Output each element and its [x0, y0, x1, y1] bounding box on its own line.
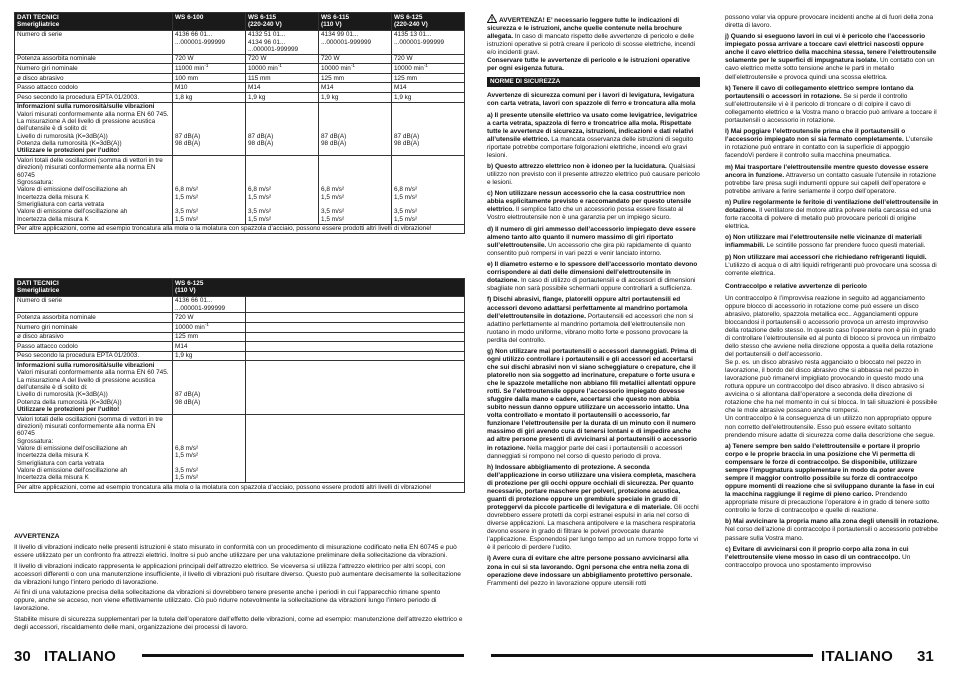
right-page [477, 0, 954, 677]
table-cell: Informazioni sulla rumorosità/sulle vibrazioni Valori misurati conformemente alla norma EN 60 745. La misurazione A del livello di pressione acustica dell’utensile è di solito di: Livello di rumorosità (K=3dB(A)) Potenza della rumorosità (K=3dB(A)) Utilizzare le protezioni per l’udito! [15, 102, 173, 156]
safety-rule: m) Mai trasportare l’elettroutensile mentre questo dovesse essere ancora in funzione. Attraverso un contatto casuale l’utensile in rotazione potrebbe fare presa sugli indumenti oppure sui capelli dell’operatore e potrebbe arrivare a ferire seriamente il corpo dell’operatore. [725, 163, 936, 195]
table-cell: 100 mm [173, 73, 246, 83]
table-cell: M14 [392, 83, 465, 93]
table-cell: 87 dB(A) 98 dB(A) [246, 102, 319, 156]
table-cell: 6,8 m/s² 1,5 m/s² 3,5 m/s² 1,5 m/s² [173, 414, 246, 482]
table-cell: 6,8 m/s² 1,5 m/s² 3,5 m/s² 1,5 m/s² [319, 156, 392, 224]
table-cell: Passo attacco codolo [15, 342, 173, 352]
warning-triangle-icon [487, 14, 497, 23]
avvertenza-paragraph: Ai fini di una valutazione precisa della sollecitazione da vibrazioni si dovrebbero tenere presente anche i periodi in cui l’apparecchio rimane spento oppure, anche se acceso, non viene effettivamente utilizzato. Ciò può ridurre notevolmente la sollecitazione da vibrazioni lungo l’intero periodo di lavorazione. [14, 589, 441, 613]
table-header-cell: WS 6-125 (220-240 V) [392, 13, 465, 31]
table-cell: Numero giri nominale [15, 323, 173, 333]
table-cell: M10 [173, 83, 246, 93]
table-cell: 11000 $\min^{-1}$ [173, 64, 246, 74]
table-row [15, 83, 465, 93]
table-cell [246, 361, 465, 415]
table-cell: 1,9 kg [392, 93, 465, 103]
table-cell: 720 W [392, 54, 465, 64]
language-label: ITALIANO [44, 648, 117, 665]
safety-rule: a) Il presente utensile elettrico va usato come levigatrice, levigatrice a carta vetrata, spazzola di ferro e troncatrice alla mola. Rispettate tutte le avvertenze di sicurezza, istruzioni, indicazioni e dati relativi all’utensile elettrico. La mancata osservanza delle istruzioni di seguito riportate potrebbe comportare folgorazioni elettriche, incendi e/o gravi lesioni. [487, 111, 698, 159]
safety-rule: c) Non utilizzare nessun accessorio che la casa costruttrice non abbia esplicitamente previsto e raccomandato per questo utensile elettrico. Il semplice fatto che un accessorio possa essere fissato al Vostro elettroutensile non è una garanzia per un impiego sicuro. [487, 190, 692, 222]
table-row [15, 351, 465, 361]
table-header-cell: WS 6-115 (110 V) [319, 13, 392, 31]
table-cell: 10000 $\min^{-1}$ [319, 64, 392, 74]
table-cell: 125 mm [173, 332, 246, 342]
table-cell: 4136 66 01... ...000001-999999 [173, 30, 246, 54]
table-cell: 4132 51 01... 4134 96 01... ...000001-999999 [246, 30, 319, 54]
table-cell [246, 313, 465, 323]
table-row [15, 414, 465, 482]
page-number: 31 [917, 648, 934, 665]
table-cell: 10000 $\min^{-1}$ [173, 323, 246, 333]
table-cell: Informazioni sulla rumorosità/sulle vibrazioni Valori misurati conformemente alla norma EN 60 745. La misurazione A del livello di pressione acustica dell’utensile è di solito di: Livello di rumorosità (K=3dB(A)) Potenza della rumorosità (K=3dB(A)) Utilizzare le protezioni per l’udito! [15, 361, 173, 415]
table-row [15, 30, 465, 54]
table-header-cell: WS 6-125 (110 V) [173, 279, 465, 297]
table-row [15, 483, 465, 493]
kickback-rule: a) Tenere sempre ben saldo l’elettroutensile e portare il proprio corpo e le proprie braccia in una posizione che Vi permetta di compensare le forze di contraccolpo. Se disponibile, utilizzare sempre l’impugnatura supplementare in modo da poter avere sempre il maggior controllo possibile su forze di contraccolpo oppure momenti di reazione che si sviluppano durante la fase in cui la macchina raggiunge il regime di pieno carico. Prendendo appropriate misure di precauzione l’operatore è in grado di tenere sotto controllo le forze di contraccolpo e quelle di reazione. [725, 442, 935, 515]
safety-rule: d) Il numero di giri ammesso dell’accessorio impiegato deve essere almeno tanto alto quanto il numero massimo di giri riportato sull’elettroutensile. Un accessorio che gira più rapidamente di quanto consentito può rompersi in vari pezzi e venir lanciato intorno. [487, 225, 696, 257]
table-cell: 1,8 kg [173, 93, 246, 103]
table-cell: 125 mm [392, 73, 465, 83]
spec-table-1 [14, 12, 465, 234]
section-title: NORME DI SICUREZZA [487, 77, 700, 87]
table-cell [246, 332, 465, 342]
table-cell: 1,9 kg [246, 93, 319, 103]
safety-rule: e) Il diametro esterno e lo spessore dell’accessorio montato devono corrispondere ai dati delle dimensioni dell’elettroutensile in dotazione. In caso di utilizzo di portautensili e di accessori di dimensioni sbagliate non sarà possibile schermarli oppure controllarli a sufficienza. [487, 261, 698, 293]
table-row [15, 296, 465, 313]
table-cell [246, 414, 465, 482]
safety-rule: g) Non utilizzare mai portautensili o accessori danneggiati. Prima di ogni utilizzo controllare i portautensili e gli accessori ed accertarsi che sui dischi abrasivi non vi siano scheggiature o crepature, che il platorello non sia soggetto ad incrinature, crepature o forte usura e che le spazzole metalliche non abbiano fili metallici allentati oppure rotti. Se l’elettroutensile oppure l’accessorio impiegato dovesse sfuggire dalla mano e cadere, accertarsi che questo non abbia subito nessun danno oppure utilizzare un accessorio intatto. Una volta controllato e montato il portautensili o accessorio, far funzionare l’elettroutensile per la durata di un minuto con il numero massimo di giri avendo cura di tenersi lontani e di impedire anche ad altre persone presenti di avvicinarsi al portautensili o accessorio in rotazione. Nella maggior parte dei casi i portautensili o accessori danneggiati si rompono nel corso di questo periodo di prova. [487, 347, 697, 460]
table-cell: 87 dB(A) 98 dB(A) [173, 102, 246, 156]
safety-rules-list [487, 92, 700, 587]
table-cell: 10000 $\min^{-1}$ [246, 64, 319, 74]
table-cell: M14 [173, 342, 246, 352]
table-cell: Per altre applicazioni, come ad esempio troncatura alla mola o la molatura con spazzola d’acciaio, possono essere prodotti altri livelli di vibrazione! [15, 224, 465, 234]
table-cell: 87 dB(A) 98 dB(A) [173, 361, 246, 415]
table-cell: Per altre applicazioni, come ad esempio troncatura alla mola o la molatura con spazzola d’acciaio, possono essere prodotti altri livelli di vibrazione! [15, 483, 465, 493]
warning-bold-text: AVVERTENZA! E’ necessario leggere tutte le indicazioni di sicurezza e le istruzioni, anche quelle contenute nella brochure allegata. [487, 17, 683, 41]
footer-rule [491, 654, 813, 657]
table-cell: Peso secondo la procedura EPTA 01/2003. [15, 93, 173, 103]
table-cell: M14 [246, 83, 319, 93]
table-cell [246, 296, 465, 313]
table-cell: Potenza assorbita nominale [15, 54, 173, 64]
table-row [15, 224, 465, 234]
table-header-cell: WS 6-100 [173, 13, 246, 31]
table-cell: 87 dB(A) 98 dB(A) [319, 102, 392, 156]
kickback-subhead: Contraccolpo e relative avvertenze di pericolo [725, 282, 867, 290]
table-cell: 87 dB(A) 98 dB(A) [392, 102, 465, 156]
footer-rule [142, 654, 464, 657]
table-cell: 10000 $\min^{-1}$ [392, 64, 465, 74]
safety-rule: p) Non utilizzare mai accessori che richiedano refrigeranti liquidi. L’utilizzo di acqua o di altri liquidi refrigeranti può provocare una scossa di corrente elettrica. [725, 253, 937, 277]
table-cell: 720 W [173, 313, 246, 323]
avvertenza-paragraph: Il livello di vibrazioni indicato nelle presenti istruzioni è stato misurato in conformità con un procedimento di misurazione codificato nella EN 60745 e può essere utilizzato per un confronto fra attrezzi elettrici. Inoltre si può anche utilizzare per una valutazione preliminare della sollecitazione da vibrazioni. [14, 544, 457, 560]
column-right [725, 14, 939, 573]
table-cell: 6,8 m/s² 1,5 m/s² 3,5 m/s² 1,5 m/s² [392, 156, 465, 224]
avvertenza-section [14, 533, 464, 634]
table-row [15, 93, 465, 103]
table-row [15, 342, 465, 352]
table-cell: 1,9 kg [319, 93, 392, 103]
table-cell: 125 mm [319, 73, 392, 83]
table-cell: Numero di serie [15, 296, 173, 313]
kickback-rule: b) Mai avvicinare la propria mano alla zona degli utensili in rotazione. Nel corso dell’azione di contraccolpo il portautensili o accessorio potrebbe passare sulla Vostra mano. [725, 518, 939, 542]
table-cell: 6,8 m/s² 1,5 m/s² 3,5 m/s² 1,5 m/s² [246, 156, 319, 224]
table-cell: 720 W [319, 54, 392, 64]
table-cell: 115 mm [246, 73, 319, 83]
avvertenza-paragraph: Il livello di vibrazioni indicato rappresenta le applicazioni principali dell’attrezzo elettrico. Se viceversa si utilizza l’attrezzo elettrico per altri scopi, con accessori differenti o con una manutenzione insufficiente, il livello di vibrazioni può risultare diverso. Questo può aumentare decisamente la sollecitazione da vibrazioni lungo l’intero periodo di lavorazione. [14, 562, 461, 586]
warning-paragraph [487, 14, 700, 73]
table-cell [246, 351, 465, 361]
table-cell: 4134 99 01... ...000001-999999 [319, 30, 392, 54]
table-row [15, 323, 465, 333]
table-cell: 720 W [246, 54, 319, 64]
table-header-cell: WS 6-115 (220-240 V) [246, 13, 319, 31]
safety-rule: b) Questo attrezzo elettrico non è idoneo per la lucidatura. Qualsiasi utilizzo non previsto con il presente attrezzo elettrico può causare pericolo e lesioni. [487, 163, 700, 187]
table-cell: Numero giri nominale [15, 64, 173, 74]
table-cell: Numero di serie [15, 30, 173, 54]
table-cell: Valori totali delle oscillazioni (somma di vettori in tre direzioni) misurati conformemente alla norma EN 60745 Sgrossatura: Valore di emissione dell’oscillazione ah Incertezza della misura K Smerigliatura con carta vetrata Valore di emissione dell’oscillazione ah Incertezza della misura K [15, 156, 173, 224]
safety-rule: o) Non utilizzare mai l’elettroutensile nelle vicinanze di materiali infiammabili. Le scintille possono far prendere fuoco questi materiali. [725, 234, 926, 250]
table-row [15, 156, 465, 224]
kickback-rule: Un contraccolpo è l’improvvisa reazione in seguito ad agganciamento oppure blocco di accessorio in rotazione come può essere un disco abrasivo, platorello, spazzola metallica ecc.. Agganciamenti oppure bloccandosi il portautensili o accessorio provoca un arresto improvviso della rotazione dello stesso. In questo caso l’operatore non è più in grado di controllare l’elettroutensile ed al punto di blocco si provoca un rimbalzo dello stesso che avviene nella direzione opposta a quella della rotazione del portautensili o dell’accessorio. Se p. es. un disco abrasivo resta agganciato o bloccato nel pezzo in lavorazione, il bordo del disco abrasivo che si abbassa nel pezzo in lavorazione può rimanervi impigliato provocando in questo modo una rottura oppure un contraccolpo del disco abrasivo. Il disco abrasivo si avvicina o si allontana dall’operatore a seconda della direzione di rotazione che ha nel momento in cui si blocca. In tali situazioni è possibile che le mole abrasive possano anche rompersi. Un contraccolpo è la conseguenza di un utilizzo non appropriato oppure non corretto dell’elettroutensile. Esso può essere evitato soltanto prendendo misure adatte di sicurezza come dalla descrizione che segue. [725, 294, 938, 439]
table-header-cell: DATI TECNICI Smerigliatrice [15, 13, 173, 31]
safety-rule: h) Indossare abbigliamento di protezione. A seconda dell’applicazione in corso utilizzare una visiera completa, maschera di protezione per gli occhi oppure occhiali di sicurezza. Per quanto necessario, portare maschere per polveri, protezione acustica, guanti di protezione oppure un grembiule speciale in grado di proteggervi da piccole particelle di levigatura e di materiale. Gli occhi dovrebbero essere protetti da corpi estranei espulsi in aria nel corso di diverse applicazioni. La maschera antipolvere e la maschera respiratoria devono essere in grado di filtrare le polveri provocate durante l’applicazione. Esponendosi per lungo tempo ad un rumore troppo forte vi è il pericolo di perdere l’udito. [487, 463, 699, 552]
table-cell: Valori totali delle oscillazioni (somma di vettori in tre direzioni) misurati conformemente alla norma EN 60745 Sgrossatura: Valore di emissione dell’oscillazione ah Incertezza della misura K Smerigliatura con carta vetrata Valore di emissione dell’oscillazione ah Incertezza della misura K [15, 414, 173, 482]
table-cell: 720 W [173, 54, 246, 64]
spec-table-2 [14, 278, 465, 493]
language-label: ITALIANO [821, 648, 894, 665]
table-cell: ø disco abrasivo [15, 73, 173, 83]
kickback-rules-list [725, 295, 939, 570]
table-row [15, 102, 465, 156]
safety-rule: possono volar via oppure provocare incidenti anche al di fuori della zona diretta di lavoro. [725, 14, 934, 30]
table-cell: 4136 66 01... ...000001-999999 [173, 296, 246, 313]
avvertenza-paragraph: Stabilite misure di sicurezza supplementari per la tutela dell’operatore dall’effetto delle vibrazioni, come ad esempio: manutenzione dell’attrezzo elettrico e degli accessori, riscaldamento delle mani, organizzazione dei processi di lavoro. [14, 615, 463, 631]
table-cell [246, 323, 465, 333]
table-body [15, 296, 465, 492]
safety-rule: k) Tenere il cavo di collegamento elettrico sempre lontano da portautensili o accessori in rotazione. Se si perde il controllo sull’elettroutensile vi è il pericolo di troncare o di colpire il cavo di collegamento elettrico e la Vostra mano o braccio può arrivare a toccare il portautensili o accessorio in rotazione. [725, 84, 937, 124]
warning-bold-text-2: Conservare tutte le avvertenze di pericolo e le istruzioni operative per ogni esigenza futura. [487, 57, 691, 73]
table-cell: Passo attacco codolo [15, 83, 173, 93]
table-row [15, 332, 465, 342]
table-cell: M14 [319, 83, 392, 93]
safety-rule: l) Mai poggiare l’elettroutensile prima che il portautensili o l’accessorio impiegato non si sia fermato completamente. L’utensile in rotazione può entrare in contatto con la superficie di appoggio facendoVi perdere il controllo sulla macchina pneumatica. [725, 128, 933, 160]
table-header-cell: DATI TECNICI Smerigliatrice [15, 279, 173, 297]
safety-rule: f) Dischi abrasivi, flange, platorelli oppure altri portautensili ed accessori devono adattarsi perfettamente al mandrino portamola dell’elettroutensile in dotazione. Portautensili ed accessori che non si adattino perfettamente al mandrino portamola dell’elettroutensile non ruotano in modo uniforme, vibrano molto forte e possono provocare la perdita del controllo. [487, 296, 694, 344]
table-cell: ø disco abrasivo [15, 332, 173, 342]
table-row [15, 361, 465, 415]
table-row [15, 64, 465, 74]
warning-text: In caso di mancato rispetto delle avvertenze di pericolo e delle istruzioni operative si potrà creare il pericolo di scosse elettriche, incendi e/o incidenti gravi. [487, 33, 696, 57]
safety-rules-list [725, 14, 939, 278]
avvertenza-title: AVVERTENZA [14, 533, 60, 540]
safety-rule: j) Quando si eseguono lavori in cui vi è pericolo che l’accessorio impiegato possa arrivare a toccare cavi elettrici nascosti oppure anche il cavo elettrico della macchina stessa, tenere l’elettroutensile solamente per le superfici di impugnatura isolate. Un contatto con un cavo elettrico mette sotto tensione anche le parti in metallo dell’elettroutensile e provoca quindi una scossa elettrica. [725, 33, 937, 81]
table-cell: Peso secondo la procedura EPTA 01/2003. [15, 351, 173, 361]
safety-rule: n) Pulire regolarmente le feritoie di ventilazione dell’elettroutensile in dotazione. Il ventilatore del motore attira polvere nella carcassa ed una forte raccolta di polvere di metallo può provocare pericoli di origine elettrica. [725, 198, 939, 231]
table-cell: Potenza assorbita nominale [15, 313, 173, 323]
column-left [487, 14, 700, 591]
table-cell [246, 342, 465, 352]
table-row [15, 313, 465, 323]
safety-rule: Avvertenze di sicurezza comuni per i lavori di levigatura, levigatura con carta vetrata, lavori con spazzole di ferro e troncatura alla mola [487, 92, 696, 108]
table-row [15, 73, 465, 83]
table-cell: 1,9 kg [173, 351, 246, 361]
table-cell: 6,8 m/s² 1,5 m/s² 3,5 m/s² 1,5 m/s² [173, 156, 246, 224]
table-body [15, 30, 465, 234]
kickback-rule: c) Evitare di avvicinarsi con il proprio corpo alla zona in cui l’elettroutensile viene mosso in caso di un contraccolpo. Un contraccolpo provoca uno spostamento improvviso [725, 545, 911, 569]
table-row [15, 54, 465, 64]
page-number: 30 [14, 648, 31, 665]
table-header-row [15, 13, 465, 31]
safety-rule: i) Avere cura di evitare che altre persone possano avvicinarsi alla zona in cui si sta lavorando. Ogni persona che entra nella zona di operazione deve indossare un abbigliamento protettivo personale. Frammenti del pezzo in lavorazione oppure utensili rotti [487, 555, 693, 587]
table-header-row [15, 279, 465, 297]
table-cell: 4135 13 01... ...000001-999999 [392, 30, 465, 54]
